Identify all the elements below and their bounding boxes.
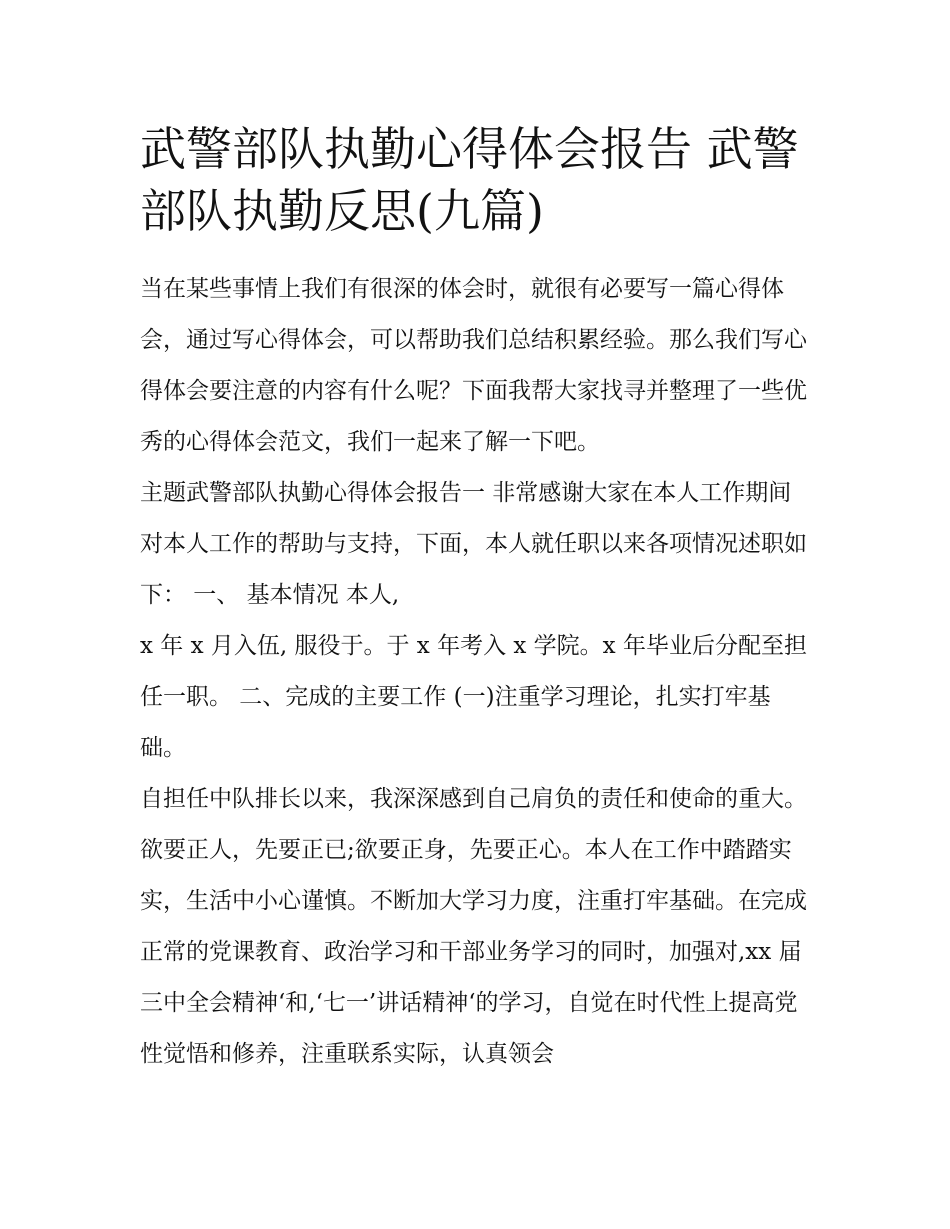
paragraph-study-theory: 自担任中队排长以来，我深深感到自己肩负的责任和使命的重大。欲要正人，先要正已;欲要正身，先要正心。本人在工作中踏踏实实，生活中小心谨慎。不断加大学习力度，注重打牢基础。在完成正常的党课教育、政治学习和干部业务学习的同时，加强对,xx 届三中全会精神‘和,‘七一’讲话精神‘的学习，自觉在时代性上提高党性觉悟和修养，注重联系实际，认真领会	[140, 786, 807, 1067]
paragraph-report-opening: 主题武警部队执勤心得体会报告一 非常感谢大家在本人工作期间对本人工作的帮助与支持，下面，本人就任职以来各项情况述职如下： 一、 基本情况 本人,	[140, 480, 807, 608]
document-title: 武警部队执勤心得体会报告 武警部队执勤反思(九篇)	[140, 122, 799, 238]
paragraph-career-summary: x 年 x 月入伍, 服役于。于 x 年考入 x 学院。x 年毕业后分配至担任一职。 二、完成的主要工作 (一)注重学习理论，扎实打牢基础。	[140, 633, 807, 761]
document-body	[140, 118, 812, 1080]
paragraph-intro: 当在某些事情上我们有很深的体会时，就很有必要写一篇心得体会，通过写心得体会，可以帮助我们总结积累经验。那么我们写心得体会要注意的内容有什么呢？下面我帮大家找寻并整理了一些优秀的心得体会范文，我们一起来了解一下吧。	[140, 276, 807, 455]
